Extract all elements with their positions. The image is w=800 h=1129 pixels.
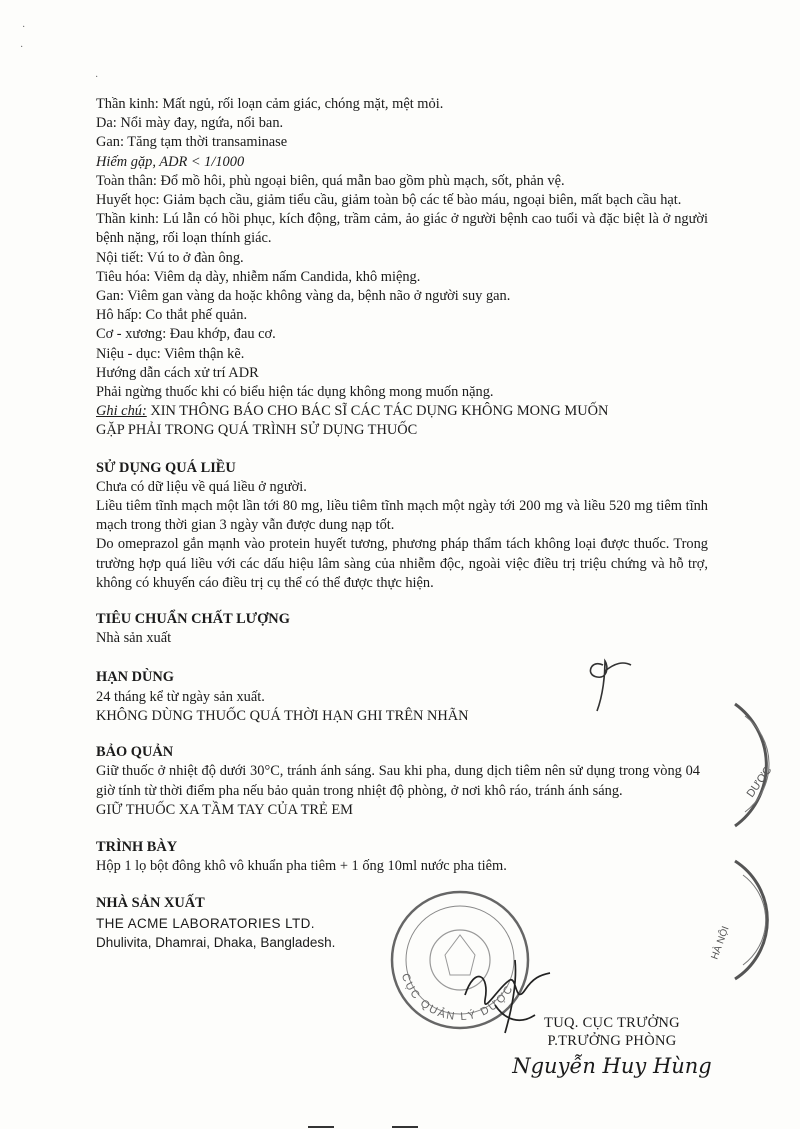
quality-section — [96, 610, 708, 648]
signatory-name: Nguyễn Huy Hùng — [512, 1054, 712, 1078]
section-heading: BẢO QUẢN — [96, 744, 174, 761]
adr-line: Tiêu hóa: Viêm dạ dày, nhiễm nấm Candida, khô miệng. — [96, 268, 421, 285]
adr-line: Toàn thân: Đổ mồ hôi, phù ngoại biên, quá mẫn bao gồm phù mạch, sốt, phản vệ. — [96, 172, 565, 189]
section-heading: NHÀ SẢN XUẤT — [96, 895, 205, 912]
initial-mark — [575, 645, 635, 715]
signature-block — [512, 1014, 712, 1080]
section-heading: HẠN DÙNG — [96, 669, 174, 686]
adr-line: Thần kinh: Lú lẫn có hồi phục, kích động, trầm cảm, ảo giác ở người bệnh cao tuổi và đặc biệt là ở người bệnh nặng, rối loạn thính giác. — [96, 211, 708, 247]
section-heading: SỬ DỤNG QUÁ LIỀU — [96, 459, 236, 476]
overdose-line: Chưa có dữ liệu về quá liều ở người. — [96, 478, 307, 495]
note-text: GẶP PHẢI TRONG QUÁ TRÌNH SỬ DỤNG THUỐC — [96, 422, 418, 439]
storage-warning: GIỮ THUỐC XA TẦM TAY CỦA TRẺ EM — [96, 801, 353, 818]
signature-subtitle: P.TRƯỞNG PHÒNG — [547, 1033, 677, 1049]
presentation-text: Hộp 1 lọ bột đông khô vô khuẩn pha tiêm + 1 ống 10ml nước pha tiêm. — [96, 858, 507, 875]
signature-title: TUQ. CỤC TRƯỞNG — [544, 1015, 680, 1031]
storage-text: Giữ thuốc ở nhiệt độ dưới 30°C, tránh ánh sáng. Sau khi pha, dung dịch tiêm nên sử dụng trong vòng 04 giờ tính từ thời điểm pha nếu bảo quản trong nhiệt độ phòng, ở nơi khô ráo, tránh ánh sáng. — [96, 763, 700, 799]
overdose-section — [96, 459, 708, 593]
adr-line: Cơ - xương: Đau khớp, đau cơ. — [96, 326, 276, 343]
footer-rule — [392, 1126, 418, 1128]
document-body — [96, 95, 708, 952]
adr-line: Hô hấp: Co thắt phế quản. — [96, 307, 248, 324]
storage-section — [96, 743, 708, 820]
adr-line: Thần kinh: Mất ngủ, rối loạn cảm giác, chóng mặt, mệt mỏi. — [96, 96, 444, 112]
scan-speck: · — [95, 72, 99, 83]
stamp-text-right: DƯỢC — [744, 764, 775, 800]
adr-line: Gan: Viêm gan vàng da hoặc không vàng da, bệnh não ở người suy gan. — [96, 288, 511, 305]
scan-speck: · — [20, 42, 24, 53]
manufacturer-address: Dhulivita, Dhamrai, Dhaka, Bangladesh. — [96, 934, 336, 950]
stamp-text-right-lower: HÀ NỘI — [709, 924, 732, 962]
stamp-text-left-path: CỤC QUẢN LÝ DƯỢC — [398, 971, 517, 1024]
adr-line: Huyết học: Giảm bạch cầu, giảm tiểu cầu, giảm toàn bộ các tế bào máu, ngoại biên, mất bạch cầu hạt. — [96, 192, 682, 209]
adr-line: Nội tiết: Vú to ở đàn ông. — [96, 249, 244, 266]
adr-section — [96, 95, 708, 441]
section-heading: TRÌNH BÀY — [96, 838, 178, 855]
overdose-line: Do omeprazol gắn mạnh vào protein huyết tương, phương pháp thẩm tách không loại được thuốc. Trong trường hợp quá liều với các dấu hiệu lâm sàng của nhiễm độc, ngoài việc điều trị triệu chứng và hỗ trợ, không có khuyến cáo điều trị cụ thể có thể được thực hiện. — [96, 536, 708, 591]
section-heading: TIÊU CHUẨN CHẤT LƯỢNG — [96, 611, 290, 628]
adr-line: Niệu - dục: Viêm thận kẽ. — [96, 345, 245, 362]
presentation-section — [96, 838, 708, 876]
expiry-warning: KHÔNG DÙNG THUỐC QUÁ THỜI HẠN GHI TRÊN NHÃN — [96, 707, 469, 724]
expiry-text: 24 tháng kể từ ngày sản xuất. — [96, 688, 265, 705]
adr-line: Da: Nổi mày đay, ngứa, nổi ban. — [96, 115, 284, 132]
adr-line: Gan: Tăng tạm thời transaminase — [96, 134, 288, 151]
overdose-line: Liều tiêm tĩnh mạch một lần tới 80 mg, liều tiêm tĩnh mạch một ngày tới 200 mg và liều 520 mg tiêm tĩnh mạch trong thời gian 3 ngày vẫn được dung nạp tốt. — [96, 498, 708, 534]
footer-rule — [308, 1126, 334, 1128]
quality-text: Nhà sản xuất — [96, 630, 172, 647]
scan-speck: · — [22, 22, 26, 33]
note-label: Ghi chú: — [96, 403, 147, 420]
adr-rare-heading: Hiếm gặp, ADR < 1/1000 — [96, 153, 245, 170]
adr-line: Hướng dẫn cách xử trí ADR — [96, 364, 259, 381]
manufacturer-name: THE ACME LABORATORIES LTD. — [96, 915, 315, 931]
official-stamp-right-lower — [695, 855, 800, 985]
official-stamp-right — [700, 700, 800, 830]
note-text: XIN THÔNG BÁO CHO BÁC SĨ CÁC TÁC DỤNG KHÔNG MONG MUỐN — [150, 403, 609, 420]
adr-note — [96, 402, 708, 421]
adr-line: Phải ngừng thuốc khi có biểu hiện tác dụng không mong muốn nặng. — [96, 384, 494, 401]
